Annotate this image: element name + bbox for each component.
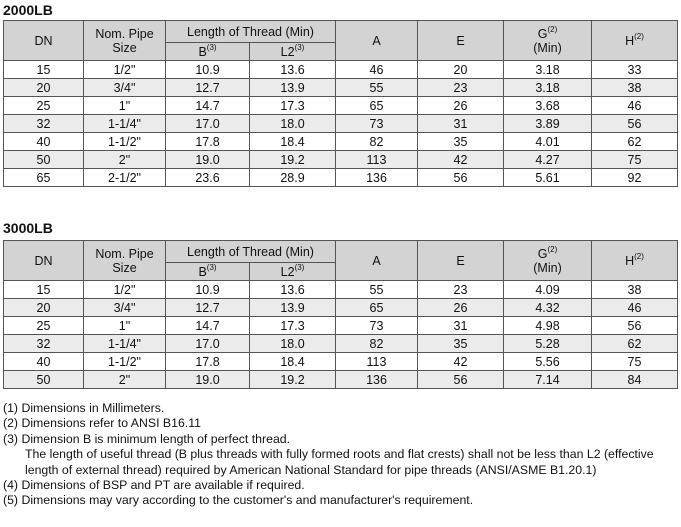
cell-nom-pipe-size: 1" [84,317,166,335]
header-h-label: H [625,33,635,48]
header-g-line2: (Min) [533,40,562,55]
table-row [4,151,678,169]
cell-b: 10.9 [166,281,250,299]
cell-l2: 18.4 [250,353,336,371]
cell-a: 55 [336,79,418,97]
cell-nom-pipe-size: 1-1/2" [84,353,166,371]
cell-nom-pipe-size: 1" [84,97,166,115]
cell-nom-pipe-size: 3/4" [84,79,166,97]
header-g-sup: (2) [547,24,558,34]
section-title-3000lb: 3000LB [3,220,53,236]
cell-h: 38 [592,281,678,299]
header-b [166,43,250,61]
cell-g: 3.18 [504,79,592,97]
cell-b: 17.0 [166,115,250,133]
header-nom-pipe-line2: Size [112,260,137,275]
cell-g: 5.61 [504,169,592,187]
cell-a: 65 [336,97,418,115]
cell-l2: 13.9 [250,299,336,317]
cell-nom-pipe-size: 1-1/2" [84,133,166,151]
cell-h: 38 [592,79,678,97]
cell-l2: 13.9 [250,79,336,97]
cell-b: 17.8 [166,353,250,371]
header-g [504,21,592,61]
table-row [4,133,678,151]
cell-h: 62 [592,133,678,151]
spec-table-3000lb [3,240,678,389]
table-row [4,61,678,79]
header-a: A [336,21,418,61]
footnote-3: (3) Dimension B is minimum length of perfect thread. [3,431,291,446]
cell-dn: 65 [4,169,84,187]
table-row [4,97,678,115]
table-row [4,79,678,97]
cell-a: 73 [336,317,418,335]
spec-table-2000lb [3,20,678,187]
cell-b: 19.0 [166,151,250,169]
cell-g: 4.27 [504,151,592,169]
header-h [592,21,678,61]
cell-l2: 28.9 [250,169,336,187]
header-e: E [418,21,504,61]
cell-h: 33 [592,61,678,79]
cell-g: 7.14 [504,371,592,389]
cell-dn: 15 [4,281,84,299]
cell-b: 23.6 [166,169,250,187]
cell-g: 4.01 [504,133,592,151]
header-nom-pipe-line1: Nom. Pipe [95,246,154,261]
cell-g: 4.09 [504,281,592,299]
header-l2-sup: (3) [294,42,305,52]
footnote-1: (1) Dimensions in Millimeters. [3,401,165,415]
cell-l2: 19.2 [250,371,336,389]
table-row [4,317,678,335]
header-a: A [336,241,418,281]
header-length-of-thread: Length of Thread (Min) [166,21,336,43]
cell-a: 113 [336,353,418,371]
header-h-label: H [625,253,635,268]
header-l2-label: L2 [280,264,295,279]
footnotes [3,401,679,509]
cell-b: 14.7 [166,317,250,335]
header-b-label: B [198,44,207,59]
cell-h: 75 [592,353,678,371]
header-h-sup: (2) [634,31,644,41]
cell-e: 23 [418,281,504,299]
table-row [4,169,678,187]
header-length-of-thread: Length of Thread (Min) [166,241,336,263]
table-row [4,115,678,133]
cell-l2: 13.6 [250,61,336,79]
cell-h: 62 [592,335,678,353]
header-b-label: B [198,264,207,279]
header-h [592,241,678,281]
cell-e: 31 [418,115,504,133]
cell-a: 82 [336,335,418,353]
footnote-5: (5) Dimensions may vary according to the customer's and manufacturer's requirement. [3,493,474,508]
cell-b: 10.9 [166,61,250,79]
cell-dn: 32 [4,115,84,133]
cell-nom-pipe-size: 1/2" [84,61,166,79]
header-l2 [250,263,336,281]
cell-e: 35 [418,133,504,151]
cell-a: 73 [336,115,418,133]
footnote-3-detail: The length of useful thread (B plus threads with fully formed roots and flat crests) shall not be less than L2 (effective length of external thread) required by American National Standard for pipe threads (ANSI/ASME B1.20.1) [25,447,654,477]
cell-nom-pipe-size: 2" [84,151,166,169]
header-l2-label: L2 [280,44,295,59]
cell-e: 35 [418,335,504,353]
header-nom-pipe-size [84,21,166,61]
cell-g: 3.18 [504,61,592,79]
cell-l2: 18.0 [250,115,336,133]
cell-dn: 32 [4,335,84,353]
cell-a: 136 [336,169,418,187]
cell-b: 12.7 [166,299,250,317]
cell-nom-pipe-size: 1-1/4" [84,335,166,353]
cell-e: 56 [418,169,504,187]
header-dn: DN [4,241,84,281]
table-row [4,281,678,299]
cell-e: 42 [418,353,504,371]
header-b-sup: (3) [206,42,217,52]
cell-e: 23 [418,79,504,97]
cell-h: 56 [592,317,678,335]
cell-nom-pipe-size: 3/4" [84,299,166,317]
header-b-sup: (3) [206,262,217,272]
cell-a: 113 [336,151,418,169]
header-b [166,263,250,281]
header-g [504,241,592,281]
cell-e: 20 [418,61,504,79]
header-h-sup: (2) [634,251,644,261]
cell-g: 4.32 [504,299,592,317]
cell-nom-pipe-size: 1/2" [84,281,166,299]
header-g-line2: (Min) [533,260,562,275]
cell-b: 14.7 [166,97,250,115]
table-body-2000lb [4,61,678,187]
cell-dn: 20 [4,299,84,317]
header-e: E [418,241,504,281]
table-row [4,335,678,353]
cell-h: 46 [592,97,678,115]
header-l2-sup: (3) [294,262,305,272]
cell-dn: 50 [4,371,84,389]
cell-nom-pipe-size: 1-1/4" [84,115,166,133]
cell-l2: 19.2 [250,151,336,169]
cell-a: 136 [336,371,418,389]
table-body-3000lb [4,281,678,389]
cell-b: 17.8 [166,133,250,151]
header-dn: DN [4,21,84,61]
cell-e: 42 [418,151,504,169]
table-row [4,353,678,371]
cell-dn: 20 [4,79,84,97]
cell-g: 3.89 [504,115,592,133]
header-nom-pipe-line1: Nom. Pipe [95,26,154,41]
cell-l2: 18.4 [250,133,336,151]
cell-g: 3.68 [504,97,592,115]
cell-l2: 17.3 [250,317,336,335]
header-g-sup: (2) [547,244,558,254]
footnote-4: (4) Dimensions of BSP and PT are available if required. [3,478,305,493]
table-row [4,299,678,317]
cell-g: 4.98 [504,317,592,335]
cell-dn: 25 [4,317,84,335]
cell-l2: 18.0 [250,335,336,353]
cell-b: 12.7 [166,79,250,97]
cell-h: 56 [592,115,678,133]
cell-a: 55 [336,281,418,299]
cell-e: 26 [418,299,504,317]
cell-h: 84 [592,371,678,389]
cell-dn: 15 [4,61,84,79]
footnote-2: (2) Dimensions refer to ANSI B16.11 [3,416,201,431]
cell-nom-pipe-size: 2" [84,371,166,389]
header-nom-pipe-size [84,241,166,281]
cell-e: 56 [418,371,504,389]
cell-dn: 40 [4,353,84,371]
cell-h: 46 [592,299,678,317]
cell-dn: 25 [4,97,84,115]
table-row [4,371,678,389]
cell-b: 17.0 [166,335,250,353]
header-g-label: G [537,246,548,261]
section-title-2000lb: 2000LB [3,2,53,18]
cell-dn: 50 [4,151,84,169]
cell-l2: 17.3 [250,97,336,115]
cell-nom-pipe-size: 2-1/2" [84,169,166,187]
cell-a: 65 [336,299,418,317]
cell-e: 26 [418,97,504,115]
cell-a: 82 [336,133,418,151]
header-g-label: G [537,26,548,41]
cell-e: 31 [418,317,504,335]
header-l2 [250,43,336,61]
cell-g: 5.56 [504,353,592,371]
cell-b: 19.0 [166,371,250,389]
cell-h: 75 [592,151,678,169]
cell-a: 46 [336,61,418,79]
cell-l2: 13.6 [250,281,336,299]
cell-h: 92 [592,169,678,187]
header-nom-pipe-line2: Size [112,40,137,55]
cell-dn: 40 [4,133,84,151]
cell-g: 5.28 [504,335,592,353]
